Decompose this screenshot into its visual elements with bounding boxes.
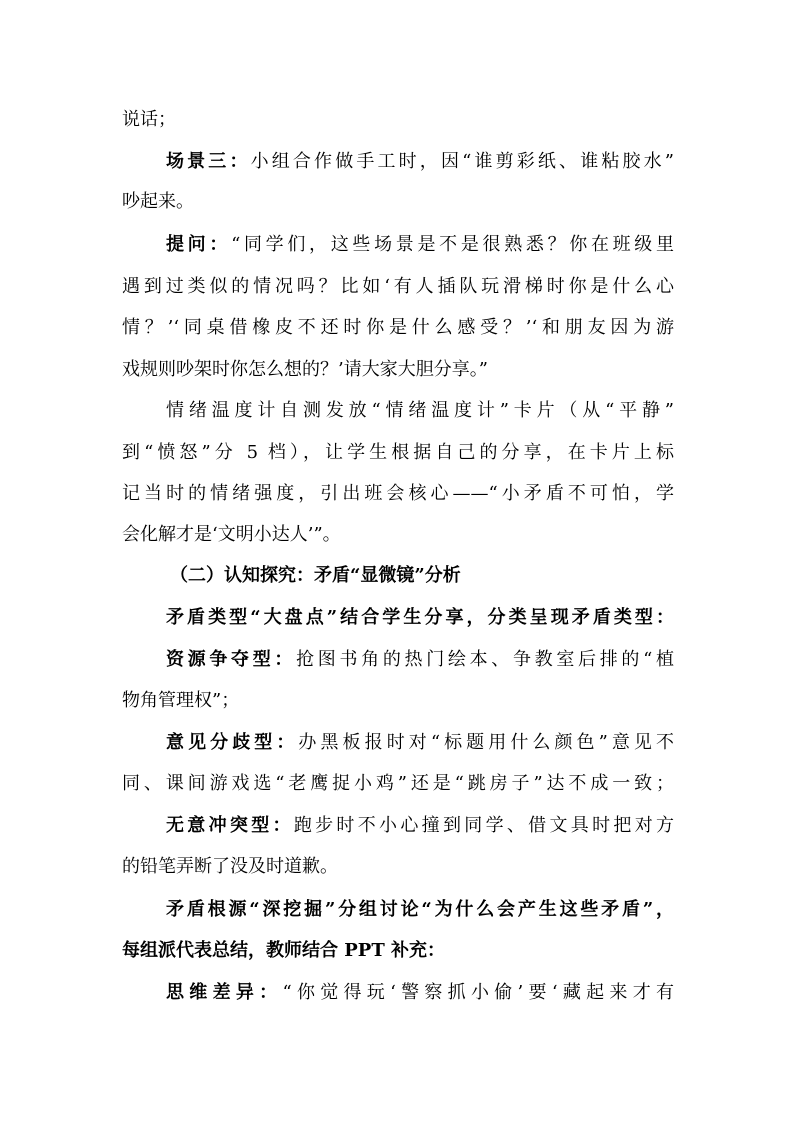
text-line: [166, 232, 674, 258]
text-segment: 会化解才是‘文明小达人’”。: [122, 524, 341, 545]
text-segment: 吵起来。: [122, 191, 194, 212]
subsection-heading-text: 矛盾类型“大盘点”结合学生分享，分类呈现矛盾类型：: [166, 607, 674, 628]
text-segment: 遇到过类似的情况吗？比如‘有人插队玩滑梯时你是什么心: [122, 276, 674, 297]
resource-type-label: 资源争夺型：: [166, 649, 297, 670]
text-line: [122, 938, 674, 964]
text-line: [122, 189, 674, 215]
text-line: [166, 897, 674, 923]
text-line: [122, 315, 674, 341]
text-segment: 情？’‘同桌借橡皮不还时你是什么感受？’‘和朋友因为游: [122, 317, 674, 338]
subsection-heading-text: 矛盾根源“深挖掘”分组讨论“为什么会产生这些矛盾”，: [166, 899, 674, 920]
text-segment: 抢图书角的热门绘本、争教室后排的“植: [296, 649, 674, 670]
section-heading: [170, 563, 590, 589]
text-line: [166, 605, 674, 631]
text-line: [166, 647, 674, 673]
section-heading-text: （二）认知探究：矛盾“显微镜”分析: [170, 565, 461, 586]
question-label: 提问：: [166, 234, 232, 255]
text-line: [122, 688, 674, 714]
text-segment: 物角管理权”；: [122, 690, 240, 711]
text-segment: 情绪温度计自测发放“情绪温度计”卡片（从“平静”: [166, 400, 674, 421]
text-segment: 记当时的情绪强度，引出班会核心——“小矛盾不可怕，学: [122, 483, 674, 504]
text-line: [166, 813, 674, 839]
text-line: [166, 398, 674, 424]
text-segment: 说话；: [122, 109, 176, 130]
accident-type-label: 无意冲突型：: [166, 815, 294, 836]
text-segment: “你觉得玩‘警察抓小偷’要‘藏起来才有: [282, 982, 674, 1003]
text-line: [166, 980, 674, 1006]
thinking-difference-label: 思维差异：: [166, 982, 283, 1003]
text-line: [122, 522, 674, 548]
text-line: [122, 357, 674, 383]
text-line: [166, 730, 674, 756]
text-segment: 同、课间游戏选“老鹰捉小鸡”还是“跳房子”达不成一致；: [122, 773, 674, 794]
text-segment: 的铅笔弄断了没及时道歉。: [122, 856, 338, 877]
text-segment: 小组合作做手工时，因“谁剪彩纸、谁粘胶水”: [250, 151, 674, 172]
text-segment: 办黑板报时对“标题用什么颜色”意见不: [298, 732, 674, 753]
text-segment: 跑步时不小心撞到同学、借文具时把对方: [293, 815, 674, 836]
text-segment: 到“愤怒”分 5 档），让学生根据自己的分享，在卡片上标: [122, 442, 674, 463]
text-line: [122, 771, 674, 797]
text-line: [122, 274, 674, 300]
text-line: [166, 149, 674, 175]
text-segment: “同学们，这些场景是不是很熟悉？你在班级里: [231, 234, 674, 255]
text-segment: 戏规则吵架时你怎么想的？’请大家大胆分享。”: [122, 359, 488, 380]
text-segment: 每组派代表总结，教师结合 PPT 补充：: [122, 940, 445, 961]
scene-three-label: 场景三：: [166, 151, 251, 172]
text-line: [122, 440, 674, 466]
opinion-type-label: 意见分歧型：: [166, 732, 299, 753]
text-line: [122, 481, 674, 507]
text-line: [122, 107, 674, 133]
text-line: [122, 854, 674, 880]
